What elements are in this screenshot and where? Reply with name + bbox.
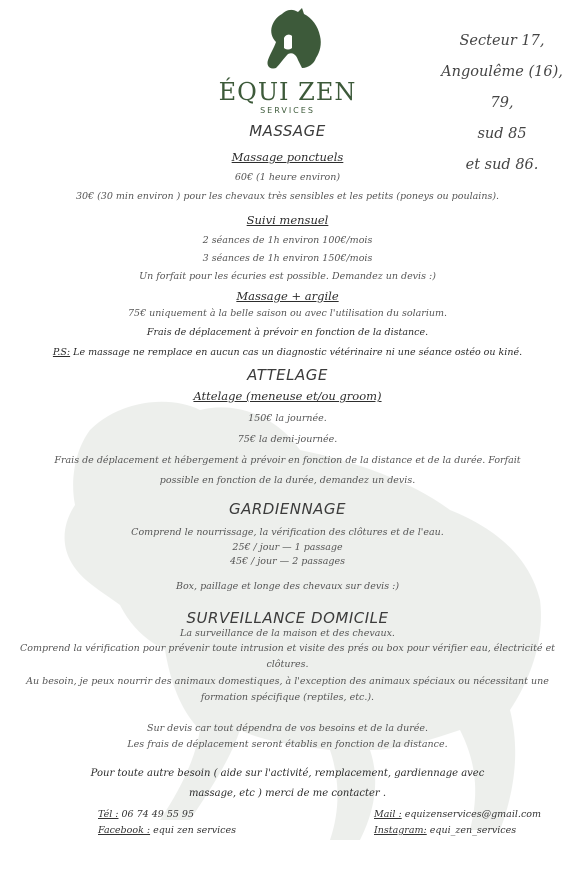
massage-frais: Frais de déplacement à prévoir en fonction de la distance. (146, 327, 429, 338)
contact-facebook[interactable] (98, 825, 236, 836)
argile-line: 75€ uniquement à la belle saison ou avec l'utilisation du solarium. (127, 308, 448, 319)
surveillance-line: Les frais de déplacement seront établis en fonction de la distance. (127, 739, 448, 750)
massage-title: MASSAGE (249, 122, 326, 140)
attelage-subtitle: Attelage (meneuse et/ou groom) (193, 389, 382, 403)
suivi-line: Un forfait pour les écuries est possible. Demandez un devis :) (139, 271, 436, 282)
surveillance-line: formation spécifique (reptiles, etc.). (200, 692, 375, 703)
contact-instagram[interactable] (374, 825, 516, 836)
closing-line: Pour toute autre besoin ( aide sur l'activité, remplacement, gardiennage avec (90, 768, 485, 779)
massage-ponctuels-title: Massage ponctuels (231, 150, 344, 164)
surveillance-title: SURVEILLANCE DOMICILE (186, 609, 389, 627)
suivi-line: 3 séances de 1h environ 150€/mois (202, 253, 373, 264)
location-line: sud 85 (477, 126, 527, 142)
suivi-line: 2 séances de 1h environ 100€/mois (202, 235, 373, 246)
gardiennage-line: Comprend le nourrissage, la vérification des clôtures et de l'eau. (131, 527, 444, 538)
location-line: 79, (490, 95, 514, 111)
massage-ponctuels-line: 60€ (1 heure environ) (234, 172, 341, 183)
attelage-line: Frais de déplacement et hébergement à prévoir en fonction de la distance et de la durée. Forfait (54, 455, 521, 466)
surveillance-line: La surveillance de la maison et des chevaux. (180, 628, 395, 639)
tel-value: 06 74 49 55 95 (118, 809, 195, 820)
surveillance-line: Au besoin, je peux nourrir des animaux domestiques, à l'exception des animaux spéciaux ou nécessitant une (26, 676, 549, 687)
location-line: Secteur 17, (459, 33, 545, 49)
ps-label: P.S: (52, 347, 71, 358)
attelage-line: 150€ la journée. (248, 413, 327, 424)
attelage-line: 75€ la demi-journée. (237, 434, 338, 445)
massage-ps (0, 347, 575, 358)
gardiennage-line: 25€ / jour — 1 passage (232, 542, 343, 553)
mail-label: Mail : (374, 809, 402, 820)
facebook-value: equi zen services (150, 825, 236, 836)
facebook-label: Facebook : (98, 825, 151, 836)
location-line: Angoulême (16), (441, 64, 563, 80)
brand-subtitle: SERVICES (260, 106, 315, 115)
contact-mail[interactable] (374, 809, 541, 820)
tel-label: Tél : (98, 809, 119, 820)
mail-value: equizenservices@gmail.com (401, 809, 541, 820)
gardiennage-line: 45€ / jour — 2 passages (229, 556, 346, 567)
attelage-line: possible en fonction de la durée, demandez un devis. (159, 475, 416, 486)
instagram-value: equi_zen_services (426, 825, 517, 836)
surveillance-line: Sur devis car tout dépendra de vos besoins et de la durée. (146, 723, 429, 734)
attelage-title: ATTELAGE (247, 366, 328, 384)
instagram-label: Instagram: (374, 825, 427, 836)
massage-ponctuels-line: 30€ (30 min environ ) pour les chevaux très sensibles et les petits (poneys ou poulains). (75, 191, 500, 202)
closing-line: massage, etc ) merci de me contacter . (188, 788, 387, 799)
brand-name: ÉQUI ZEN (218, 78, 357, 106)
surveillance-line: Comprend la vérification pour prévenir toute intrusion et visite des prés ou box pour vérifier eau, électricité et (19, 643, 556, 654)
suivi-mensuel-title: Suivi mensuel (246, 213, 329, 227)
horse-head-hand-logo-icon (262, 8, 324, 74)
surveillance-line: clôtures. (266, 659, 309, 670)
gardiennage-line: Box, paillage et longe des chevaux sur devis :) (175, 581, 400, 592)
ps-text: Le massage ne remplace en aucun cas un diagnostic vétérinaire ni une séance ostéo ou kiné. (70, 347, 523, 358)
contact-tel[interactable] (98, 809, 194, 820)
location-line: et sud 86. (465, 157, 539, 173)
gardiennage-title: GARDIENNAGE (228, 500, 347, 518)
massage-argile-title: Massage + argile (236, 289, 339, 303)
